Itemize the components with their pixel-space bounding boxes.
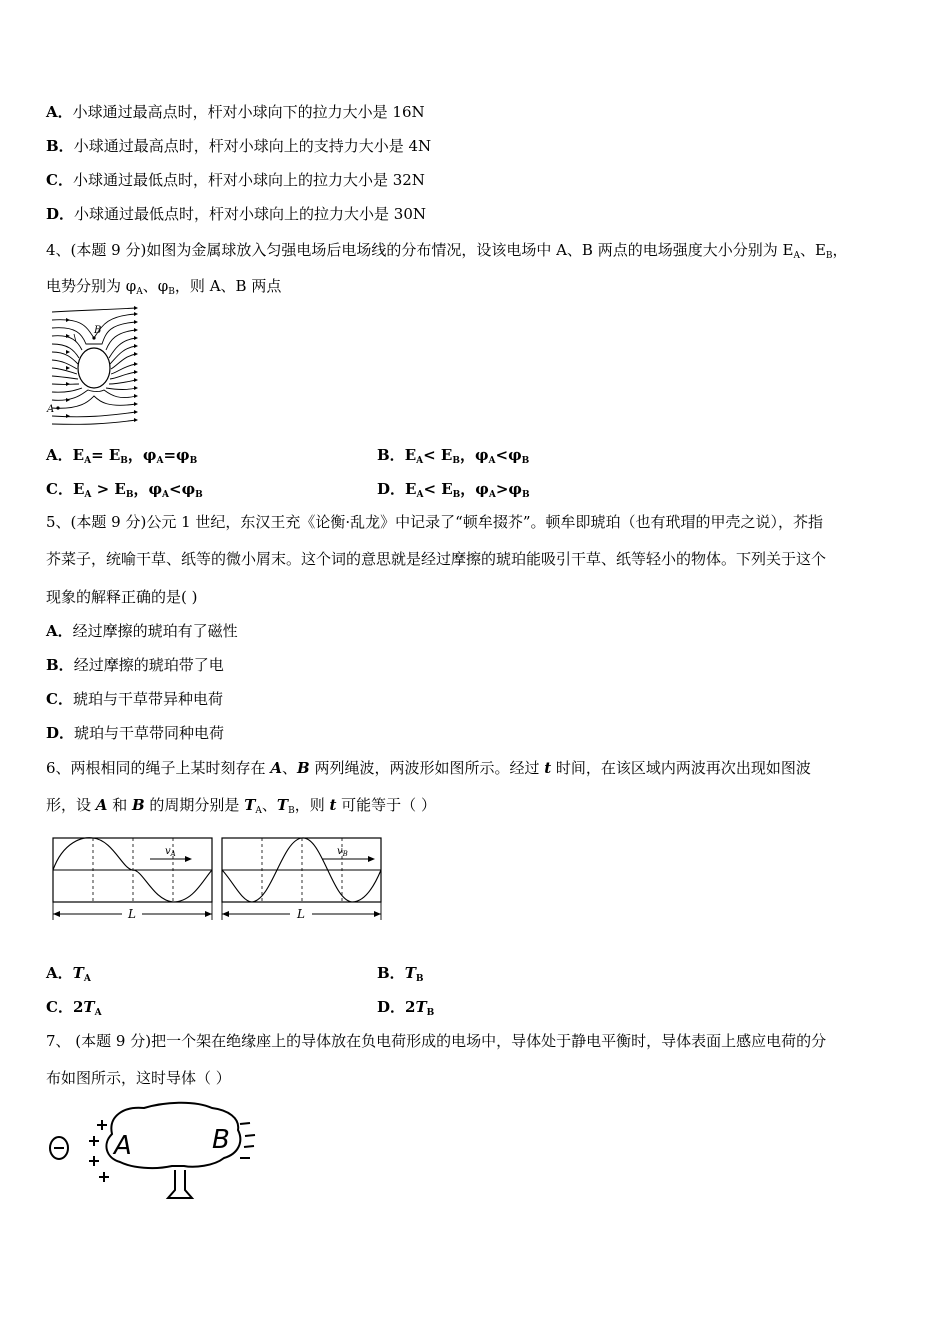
q5-option-c: C．琥珀与干草带异种电荷 [46, 690, 223, 708]
q4-figure-label-a: A [47, 404, 55, 415]
q6-option-c: C．$2T_A$ [46, 998, 102, 1018]
q7-stem-line2: 布如图所示，这时导体（ ） [46, 1069, 231, 1087]
q4-option-c: C．$E_A > E_B$，$\varphi_A<\varphi_B$ [46, 480, 203, 500]
conductor-label-b: B [212, 1125, 230, 1155]
q3-option-b: B．小球通过最高点时，杆对小球向上的支持力大小是 4N [46, 137, 432, 155]
q6-option-d: D．$2T_B$ [377, 998, 435, 1018]
wave-b-length-label: L [297, 907, 305, 921]
q3-option-c: C．小球通过最低点时，杆对小球向上的拉力大小是 32N [46, 171, 425, 189]
q5-option-b: B．经过摩擦的琥珀带了电 [46, 656, 224, 674]
q4-field-lines-figure [46, 304, 142, 428]
q4-stem-line2: 电势分别为 $\varphi_A$、$\varphi_B$，则 A、B 两点 [46, 277, 282, 297]
svg-text:vA: $v_A$ [165, 846, 176, 858]
q4-figure-label-b: B [94, 325, 102, 336]
q6-stem-line1: 6、两根相同的绳子上某时刻存在 A、B 两列绳波，两波形如图所示。经过 t 时间，在该区域内两波再次出现如图波 [46, 759, 811, 777]
wave-a-length-label: L [128, 907, 136, 921]
q5-option-d: D．琥珀与干草带同种电荷 [46, 724, 225, 742]
q7-stem-line1: 7、 (本题 9 分)把一个架在绝缘座上的导体放在负电荷形成的电场中，导体处于静电平衡时，导体表面上感应电荷的分 [46, 1032, 827, 1050]
q6-option-a: A．$T_A$ [46, 964, 91, 984]
wave-b-velocity-label: v [337, 846, 343, 857]
q4-option-d: D．$E_A< E_B$，$\varphi_A>\varphi_B$ [377, 480, 530, 500]
q6-waves-figure [50, 832, 388, 924]
q5-stem-line1: 5、(本题 9 分)公元 1 世纪，东汉王充《论衡·乱龙》中记录了“顿牟掇芥”。顿牟即琥珀（也有玳瑁的甲壳之说），芥指 [46, 513, 824, 531]
q3-option-a: A．小球通过最高点时，杆对小球向下的拉力大小是 16N [46, 103, 425, 121]
q4-option-a: A．$E_A= E_B$，$\varphi_A=\varphi_B$ [46, 446, 198, 466]
q6-stem-line2: 形，设 A 和 B 的周期分别是 $T_A$、$T_B$，则 t 可能等于（ ） [46, 796, 436, 816]
svg-text:vB: $v_B$ [337, 846, 348, 858]
q4-option-b: B．$E_A< E_B$，$\varphi_A<\varphi_B$ [377, 446, 530, 466]
insulating-stand [168, 1170, 192, 1198]
q4-stem-line1: 4、(本题 9 分)如图为金属球放入匀强电场后电场线的分布情况，设该电场中 A、B 两点的电场强度大小分别为 $E_A$、$E_B$， [46, 241, 848, 261]
q6-option-b: B．$T_B$ [377, 964, 424, 984]
q3-option-d: D．小球通过最低点时，杆对小球向上的拉力大小是 30N [46, 205, 426, 223]
wave-a-velocity-label: v [165, 846, 171, 857]
q5-option-a: A．经过摩擦的琥珀有了磁性 [46, 622, 238, 640]
conductor-label-a: A [114, 1131, 132, 1161]
q7-conductor-figure [44, 1098, 270, 1210]
q5-stem-line2: 芥菜子，统喻干草、纸等的微小屑末。这个词的意思就是经过摩擦的琥珀能吸引干草、纸等轻小的物体。下列关于这个 [46, 550, 827, 568]
q5-stem-line3: 现象的解释正确的是( ) [46, 588, 198, 606]
